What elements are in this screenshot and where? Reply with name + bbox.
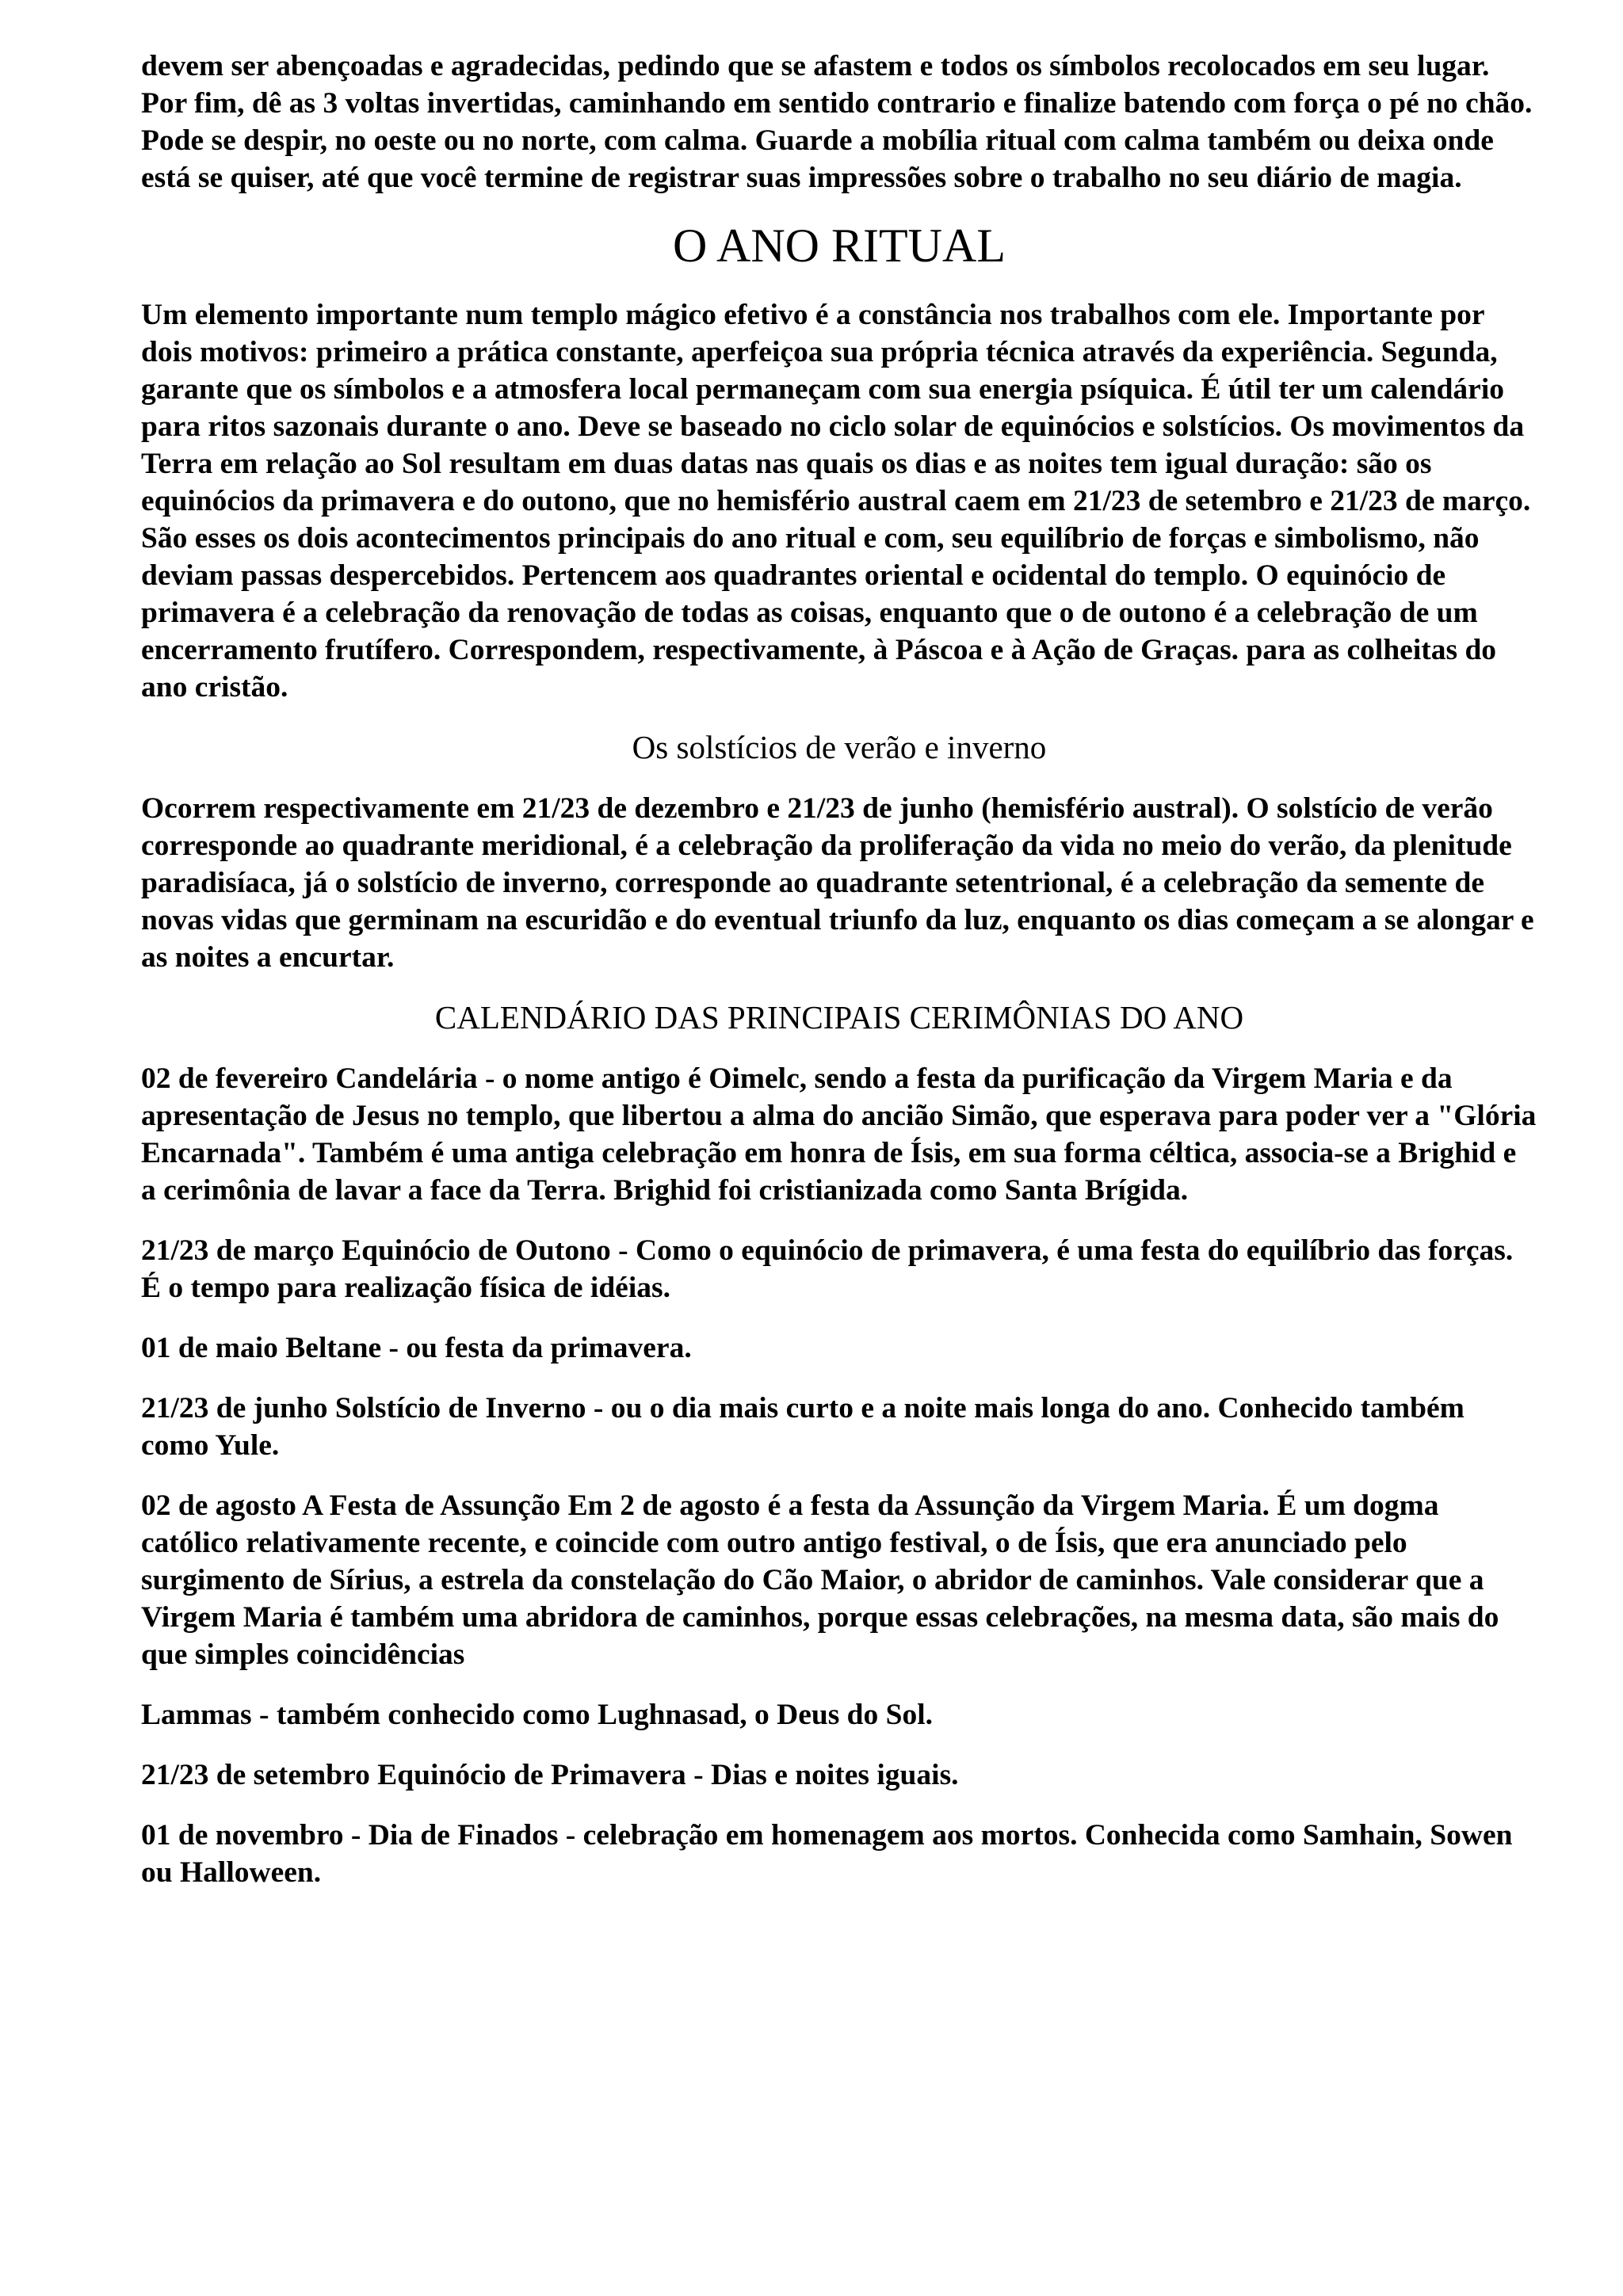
ritual-year-paragraph: Um elemento importante num templo mágico efetivo é a constância nos trabalhos com ele. Importante por dois motivos: primeiro a prática constante, aperfeiçoa sua própria técnica através da experiência. Segunda, garante que os símbolos e a atmosfera local permaneçam com sua energia psíquica. É útil ter um calendário para ritos sazonais durante o ano. Deve se baseado no ciclo solar de equinócios e solstícios. Os movimentos da Terra em relação ao Sol resultam em duas datas nas quais os dias e as noites tem igual duração: são os equinócios da primavera e do outono, que no hemisfério austral caem em 21/23 de setembro e 21/23 de março. São esses os dois acontecimentos principais do ano ritual e com, seu equilíbrio de forças e simbolismo, não deviam passas despercebidos. Pertencem aos quadrantes oriental e ocidental do templo. O equinócio de primavera é a celebração da renovação de todas as coisas, enquanto que o de outono é a celebração de um encerramento frutífero. Correspondem, respectivamente, à Páscoa e à Ação de Graças. para as colheitas do ano cristão.: [141, 299, 1531, 704]
calendar-title: CALENDÁRIO DAS PRINCIPAIS CERIMÔNIAS DO ANO: [434, 999, 1244, 1035]
solstices-title: Os solstícios de verão e inverno: [632, 729, 1047, 765]
calendar-entry-solsticio-inverno: 21/23 de junho Solstício de Inverno - ou o dia mais curto e a noite mais longa do ano. Conhecido também como Yule.: [141, 1392, 1465, 1462]
section-title: O ANO RITUAL: [673, 219, 1006, 272]
calendar-entry-lammas: Lammas - também conhecido como Lughnasad, o Deus do Sol.: [141, 1699, 934, 1731]
solstices-paragraph: Ocorrem respectivamente em 21/23 de dezembro e 21/23 de junho (hemisfério austral). O solstício de verão corresponde ao quadrante meridional, é a celebração da proliferação da vida no meio do verão, da plenitude paradisíaca, já o solstício de inverno, corresponde ao quadrante setentrional, é a celebração da semente de novas vidas que germinam na escuridão e do eventual triunfo da luz, enquanto os dias começam a se alongar e as noites a encurtar.: [141, 792, 1534, 974]
calendar-entry-finados: 01 de novembro - Dia de Finados - celebração em homenagem aos mortos. Conhecida como Samhain, Sowen ou Halloween.: [141, 1819, 1513, 1889]
calendar-entry-beltane: 01 de maio Beltane - ou festa da primavera.: [141, 1332, 692, 1364]
calendar-entry-assuncao: 02 de agosto A Festa de Assunção Em 2 de agosto é a festa da Assunção da Virgem Maria. É um dogma católico relativamente recente, e coincide com outro antigo festival, o de Ísis, que era anunciado pelo surgimento de Sírius, a estrela da constelação do Cão Maior, o abridor de caminhos. Vale considerar que a Virgem Maria é também uma abridora de caminhos, porque essas celebrações, na mesma data, são mais do que simples coincidências: [141, 1489, 1499, 1671]
calendar-entry-equinocio-primavera: 21/23 de setembro Equinócio de Primavera - Dias e noites iguais.: [141, 1759, 959, 1791]
calendar-entry-equinocio-outono: 21/23 de março Equinócio de Outono - Como o equinócio de primavera, é uma festa do equilíbrio das forças. É o tempo para realização física de idéias.: [141, 1234, 1514, 1304]
document-page: [141, 48, 1537, 1914]
calendar-list: [141, 1060, 1537, 1891]
calendar-entry-candelaria: 02 de fevereiro Candelária - o nome antigo é Oimelc, sendo a festa da purificação da Virgem Maria e da apresentação de Jesus no templo, que libertou a alma do ancião Simão, que esperava para poder ver a "Glória Encarnada". Também é uma antiga celebração em honra de Ísis, em sua forma céltica, associa-se a Brighid e a cerimônia de lavar a face da Terra. Brighid foi cristianizada como Santa Brígida.: [141, 1062, 1537, 1207]
intro-paragraph: devem ser abençoadas e agradecidas, pedindo que se afastem e todos os símbolos recolocados em seu lugar. Por fim, dê as 3 voltas invertidas, caminhando em sentido contrario e finalize batendo com força o pé no chão. Pode se despir, no oeste ou no norte, com calma. Guarde a mobília ritual com calma também ou deixa onde está se quiser, até que você termine de registrar suas impressões sobre o trabalho no seu diário de magia.: [141, 50, 1533, 194]
